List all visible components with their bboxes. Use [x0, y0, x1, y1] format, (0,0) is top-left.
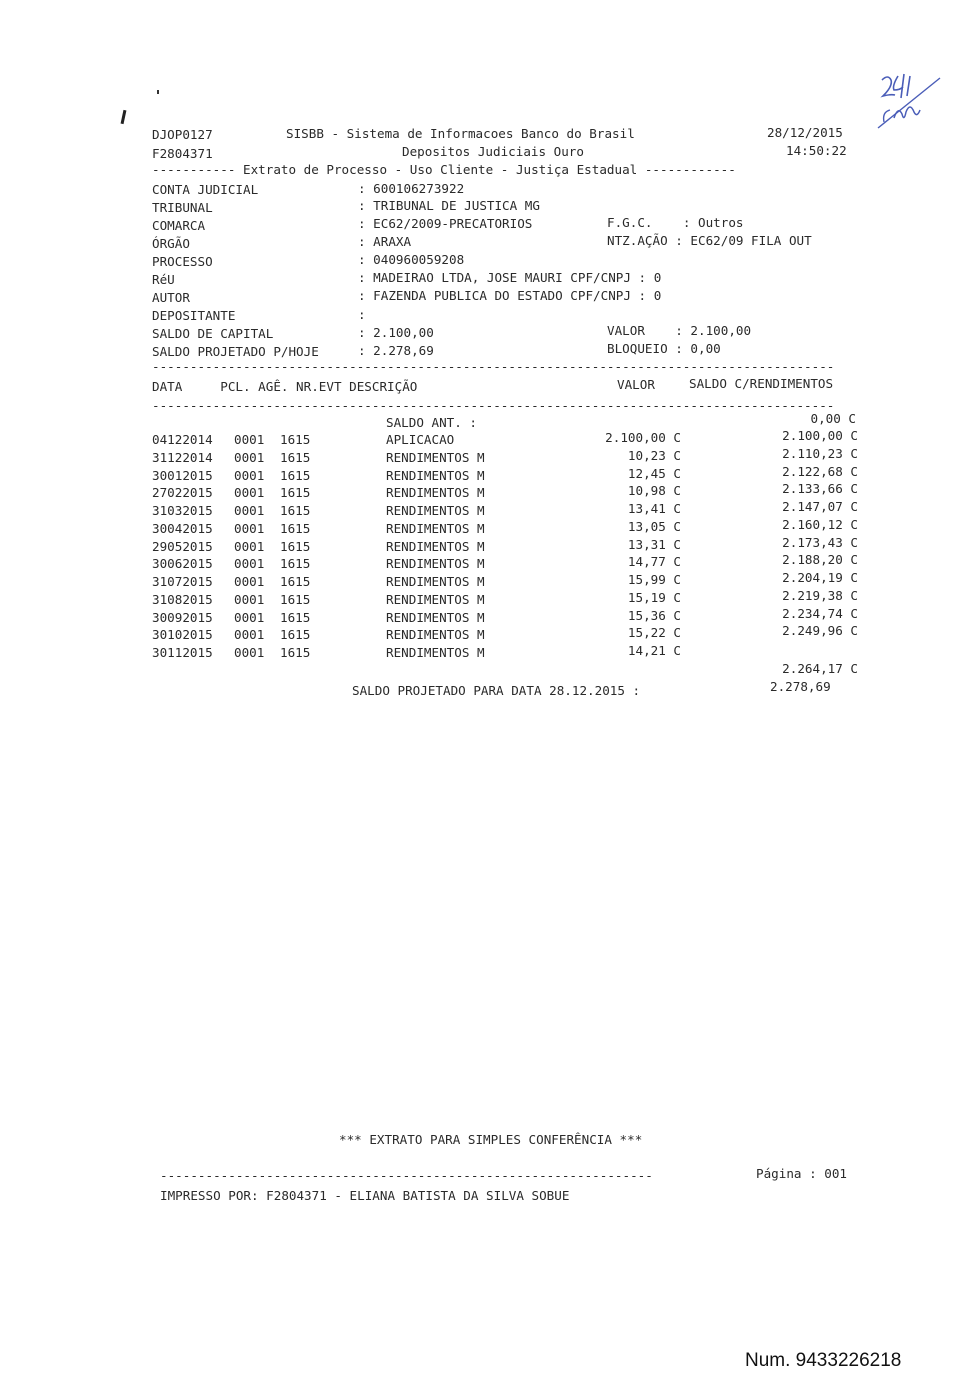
saldo-projetado-label: SALDO PROJETADO P/HOJE: [152, 344, 319, 359]
row-description: RENDIMENTOS M: [386, 574, 485, 589]
row-date: 29052015: [152, 539, 213, 554]
row-pcl: 0001: [234, 450, 265, 465]
row-saldo: 2.100,00 C: [782, 428, 858, 443]
row-valor: 15,36 C: [627, 608, 681, 623]
row-pcl: 0001: [234, 485, 265, 500]
row-date: 30042015: [152, 521, 213, 536]
table-header-saldo: SALDO C/RENDIMENTOS: [689, 376, 834, 391]
row-valor: 2.100,00 C: [605, 430, 681, 445]
row-description: APLICACAO: [386, 432, 455, 447]
row-saldo: 2.160,12 C: [782, 517, 858, 532]
row-pcl: 0001: [234, 556, 265, 571]
scan-mark: [157, 90, 159, 94]
row-saldo: 2.173,43 C: [782, 535, 858, 550]
table-header-left: DATA PCL. AGÊ. NR.EVT DESCRIÇÃO: [152, 379, 418, 394]
row-agency: 1615: [280, 521, 311, 536]
header-date: 28/12/2015: [767, 125, 843, 140]
depositante-label: DEPOSITANTE: [152, 308, 236, 323]
row-valor: 10,23 C: [627, 448, 681, 463]
row-saldo: 2.188,20 C: [782, 552, 858, 567]
tribunal-value: : TRIBUNAL DE JUSTICA MG: [358, 198, 540, 213]
statement-banner: ----------- Extrato de Processo - Uso Cliente - Justiça Estadual ------------: [152, 162, 736, 177]
row-saldo: 2.234,74 C: [782, 606, 858, 621]
document-number: Num. 9433226218: [745, 1350, 902, 1371]
row-saldo: 2.204,19 C: [782, 570, 858, 585]
row-pcl: 0001: [234, 539, 265, 554]
fgc-field: F.G.C. : Outros: [607, 215, 744, 230]
row-valor: 15,19 C: [627, 590, 681, 605]
footer-divider: -----------------------------------------------------------------: [160, 1168, 653, 1183]
saldo-capital-value: : 2.100,00: [358, 325, 434, 340]
row-agency: 1615: [280, 645, 311, 660]
autor-value: : FAZENDA PUBLICA DO ESTADO CPF/CNPJ : 0: [358, 288, 662, 303]
saldo-ant-label: SALDO ANT. :: [386, 415, 477, 430]
row-date: 30092015: [152, 610, 213, 625]
printed-by: IMPRESSO POR: F2804371 - ELIANA BATISTA DA SILVA SOBUE: [160, 1188, 570, 1203]
row-valor: 10,98 C: [627, 483, 681, 498]
comarca-value: : EC62/2009-PRECATORIOS: [358, 216, 533, 231]
row-valor: 13,05 C: [627, 519, 681, 534]
divider: ------------------------------------------------------------------------------------------: [152, 359, 835, 374]
row-agency: 1615: [280, 432, 311, 447]
row-agency: 1615: [280, 627, 311, 642]
user-code: F2804371: [152, 146, 213, 161]
row-pcl: 0001: [234, 468, 265, 483]
row-agency: 1615: [280, 556, 311, 571]
row-description: RENDIMENTOS M: [386, 450, 485, 465]
row-description: RENDIMENTOS M: [386, 610, 485, 625]
saldo-projetado-value: : 2.278,69: [358, 343, 434, 358]
comarca-label: COMARCA: [152, 218, 206, 233]
row-description: RENDIMENTOS M: [386, 503, 485, 518]
row-description: RENDIMENTOS M: [386, 485, 485, 500]
row-date: 31032015: [152, 503, 213, 518]
row-agency: 1615: [280, 468, 311, 483]
row-pcl: 0001: [234, 432, 265, 447]
row-agency: 1615: [280, 539, 311, 554]
row-agency: 1615: [280, 485, 311, 500]
row-saldo: 2.147,07 C: [782, 499, 858, 514]
conta-label: CONTA JUDICIAL: [152, 182, 259, 197]
row-saldo: 2.110,23 C: [782, 446, 858, 461]
row-pcl: 0001: [234, 503, 265, 518]
table-row: [0, 623, 980, 644]
row-valor: 13,41 C: [627, 501, 681, 516]
row-agency: 1615: [280, 450, 311, 465]
row-saldo: 2.133,66 C: [782, 481, 858, 496]
row-date: 31122014: [152, 450, 213, 465]
processo-value: : 040960059208: [358, 252, 465, 267]
row-agency: 1615: [280, 503, 311, 518]
row-date: 31072015: [152, 574, 213, 589]
processo-label: PROCESSO: [152, 254, 213, 269]
tribunal-label: TRIBUNAL: [152, 200, 213, 215]
row-description: RENDIMENTOS M: [386, 627, 485, 642]
row-pcl: 0001: [234, 521, 265, 536]
scan-mark: [121, 110, 127, 124]
orgao-label: ÓRGÃO: [152, 236, 190, 251]
projected-label: SALDO PROJETADO PARA DATA 28.12.2015 :: [352, 683, 641, 698]
system-code: DJOP0127: [152, 127, 213, 142]
row-description: RENDIMENTOS M: [386, 468, 485, 483]
row-date: 30012015: [152, 468, 213, 483]
row-agency: 1615: [280, 592, 311, 607]
projected-value: 2.278,69: [770, 679, 831, 694]
header-subtitle: Depositos Judiciais Ouro: [402, 144, 584, 159]
row-valor: 15,99 C: [627, 572, 681, 587]
table-header-valor: VALOR: [617, 377, 655, 392]
row-description: RENDIMENTOS M: [386, 539, 485, 554]
row-date: 30062015: [152, 556, 213, 571]
row-valor: 13,31 C: [627, 537, 681, 552]
row-description: RENDIMENTOS M: [386, 521, 485, 536]
row-valor: 14,77 C: [627, 554, 681, 569]
bloqueio-field: BLOQUEIO : 0,00: [607, 341, 721, 356]
row-pcl: 0001: [234, 645, 265, 660]
row-date: 27022015: [152, 485, 213, 500]
saldo-ant-value: 0,00 C: [810, 411, 856, 426]
row-description: RENDIMENTOS M: [386, 556, 485, 571]
row-date: 30112015: [152, 645, 213, 660]
row-description: RENDIMENTOS M: [386, 592, 485, 607]
divider: ------------------------------------------------------------------------------------------: [152, 398, 835, 413]
row-description: RENDIMENTOS M: [386, 645, 485, 660]
system-name: SISBB - Sistema de Informacoes Banco do Brasil: [286, 126, 635, 141]
row-pcl: 0001: [234, 627, 265, 642]
row-date: 04122014: [152, 432, 213, 447]
row-valor: 14,21 C: [627, 643, 681, 658]
reu-value: : MADEIRAO LTDA, JOSE MAURI CPF/CNPJ : 0: [358, 270, 662, 285]
row-saldo: 2.219,38 C: [782, 588, 858, 603]
row-saldo: 2.249,96 C: [782, 623, 858, 638]
handwritten-annotation-icon: [868, 70, 948, 140]
row-saldo: 2.122,68 C: [782, 464, 858, 479]
row-valor: 15,22 C: [627, 625, 681, 640]
row-agency: 1615: [280, 574, 311, 589]
autor-label: AUTOR: [152, 290, 190, 305]
row-valor: 12,45 C: [627, 466, 681, 481]
header-time: 14:50:22: [786, 143, 847, 158]
row-pcl: 0001: [234, 610, 265, 625]
row-agency: 1615: [280, 610, 311, 625]
saldo-capital-label: SALDO DE CAPITAL: [152, 326, 274, 341]
row-pcl: 0001: [234, 592, 265, 607]
ntz-field: NTZ.AÇÃO : EC62/09 FILA OUT: [607, 233, 812, 248]
depositante-value: :: [358, 307, 366, 322]
conta-value: : 600106273922: [358, 181, 465, 196]
last-saldo: 2.264,17 C: [782, 661, 858, 676]
footer-notice: *** EXTRATO PARA SIMPLES CONFERÊNCIA ***: [339, 1132, 643, 1147]
reu-label: RéU: [152, 272, 175, 287]
orgao-value: : ARAXA: [358, 234, 412, 249]
row-pcl: 0001: [234, 574, 265, 589]
row-date: 31082015: [152, 592, 213, 607]
row-date: 30102015: [152, 627, 213, 642]
valor-field: VALOR : 2.100,00: [607, 323, 752, 338]
page-number: Página : 001: [756, 1166, 847, 1181]
